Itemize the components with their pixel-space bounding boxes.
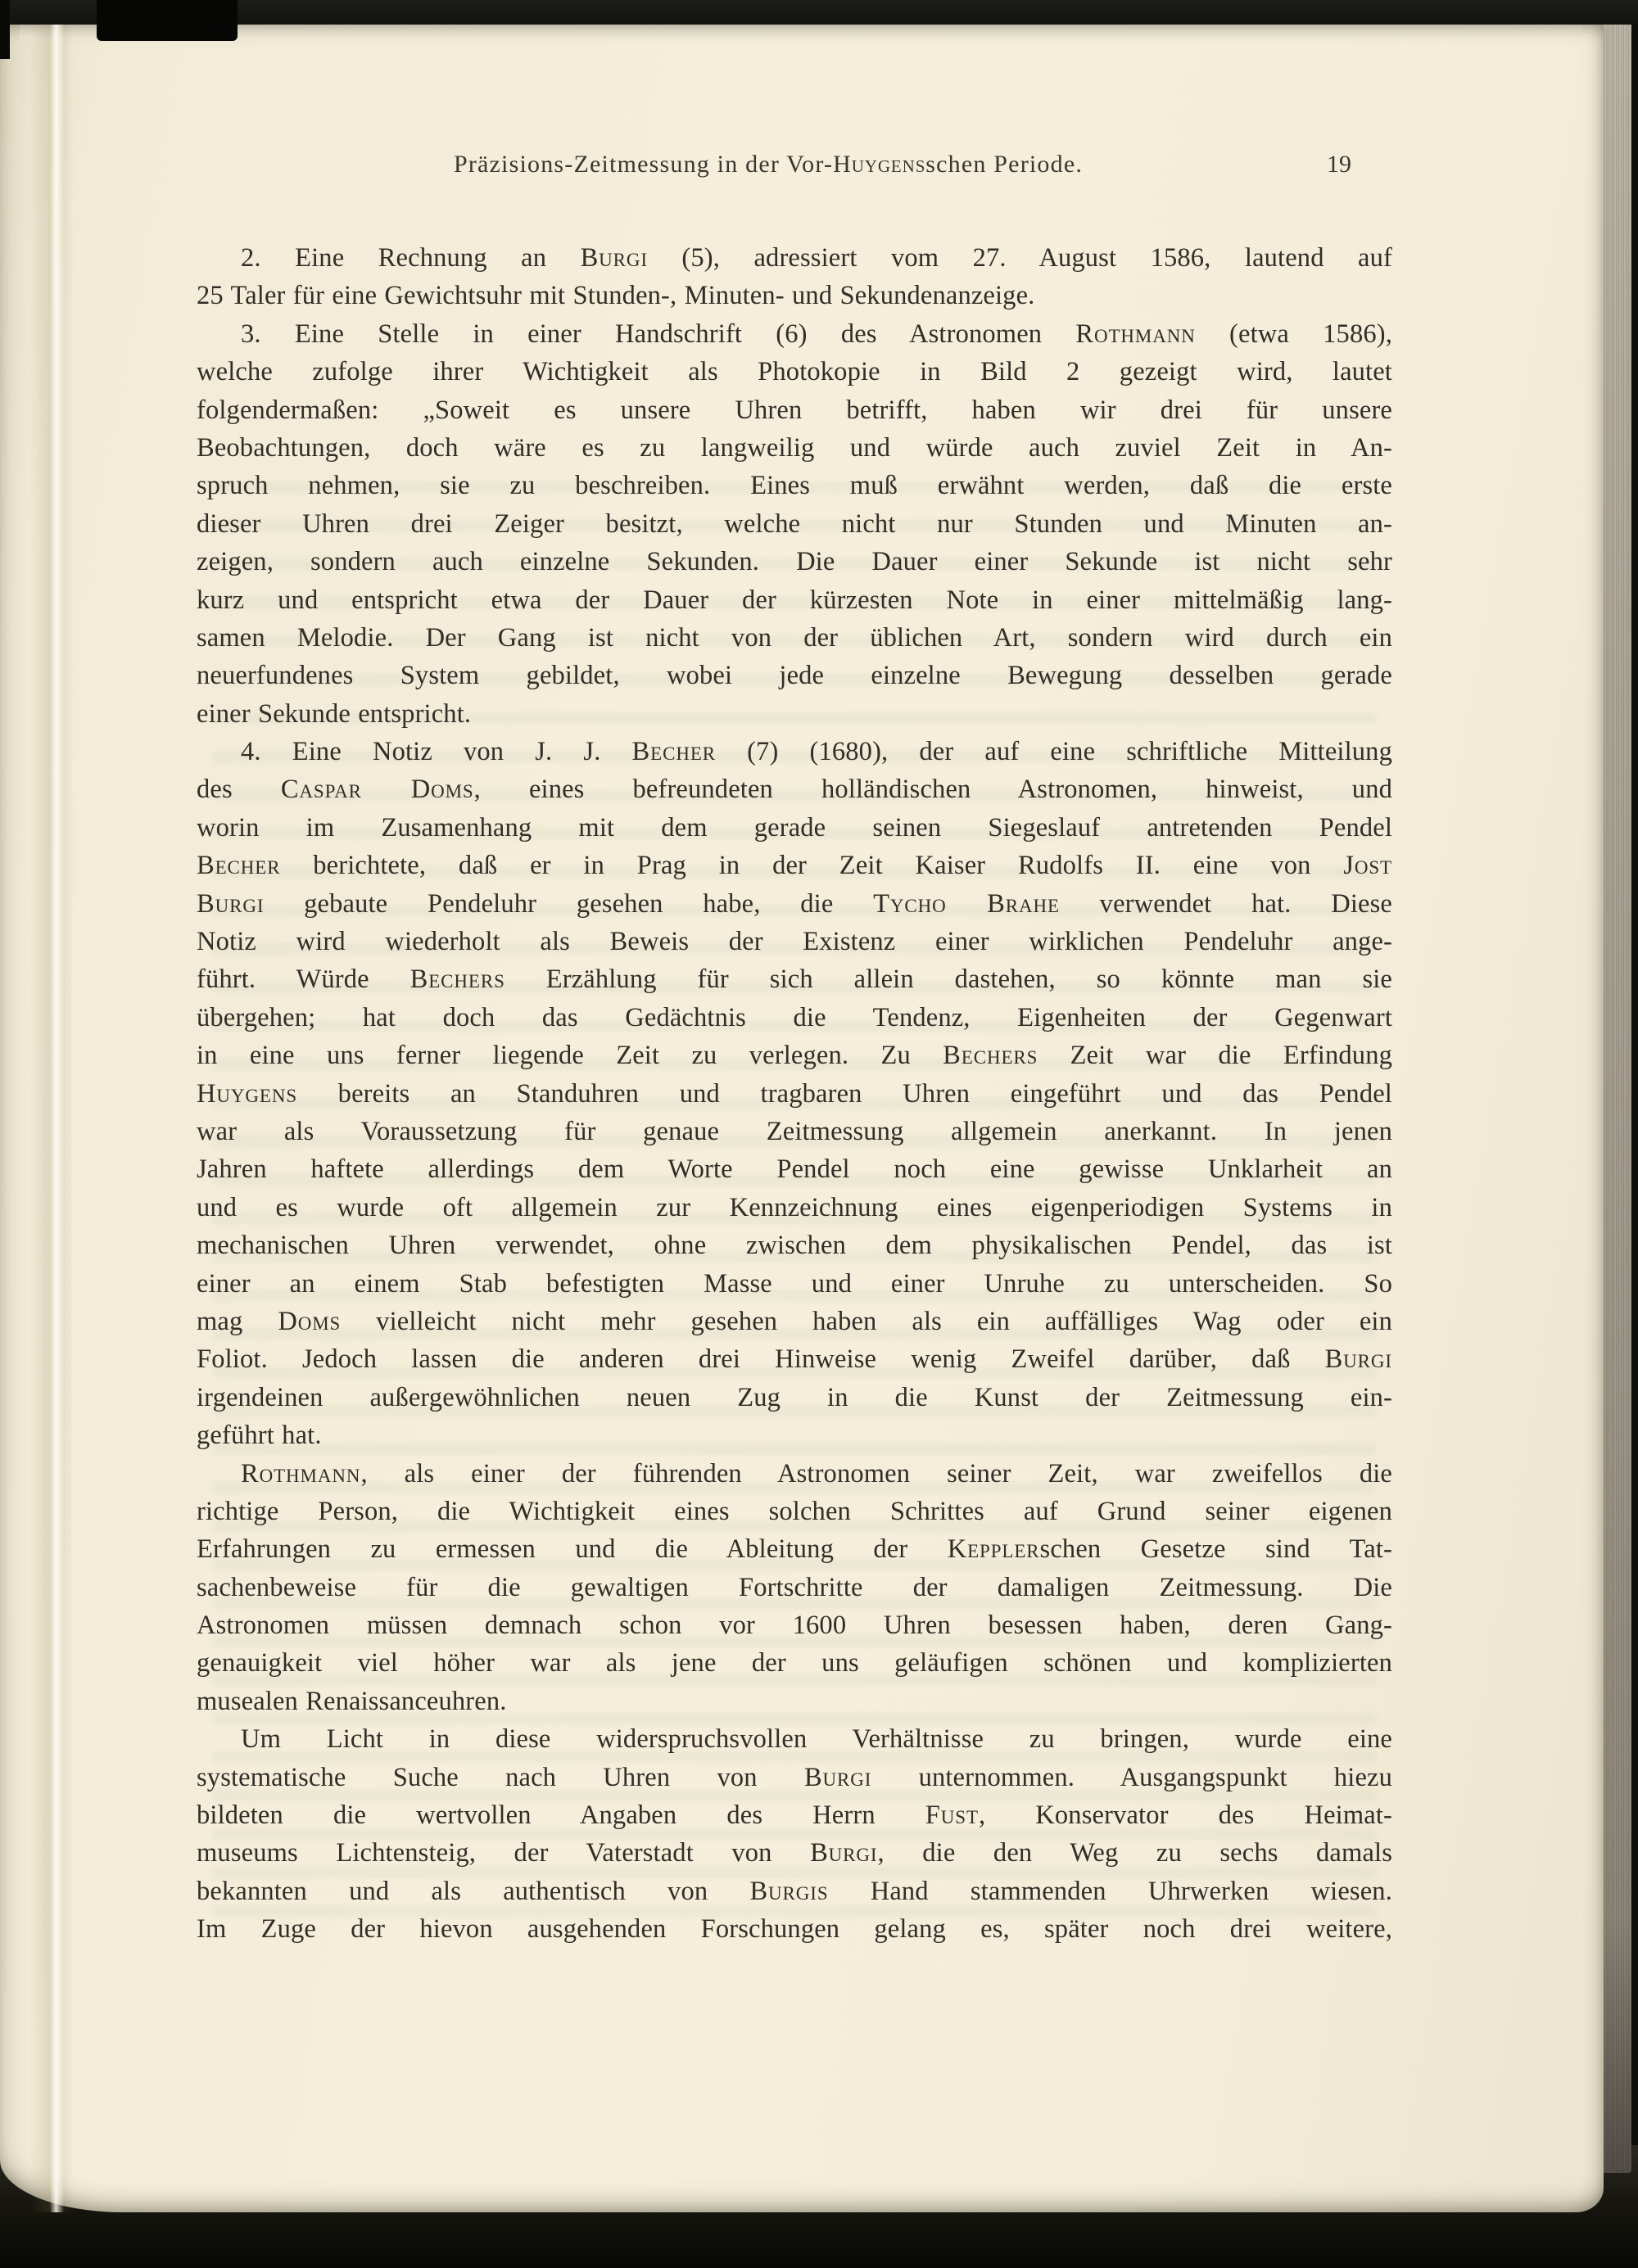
text-line: Beobachtungen, doch wäre es zu langweilig und würde auch zuviel Zeit in An- (197, 432, 1392, 463)
text-line: geführt hat. (197, 1421, 322, 1451)
small-caps-term: Jost (1343, 851, 1392, 881)
small-caps-term: Huygens (833, 151, 926, 178)
scanner-background-left (0, 0, 10, 59)
small-caps-term: Burgi (580, 243, 648, 273)
text-line: Im Zuge der hievon ausgehenden Forschungen gelang es, später noch drei weitere, (197, 1914, 1392, 1945)
text-line: Astronomen müssen demnach schon vor 1600 Uhren besessen haben, deren Gang- (197, 1611, 1392, 1641)
text-line: 25 Taler für eine Gewichtsuhr mit Stunden-, Minuten- und Sekundenanzeige. (197, 281, 1035, 311)
text-line: Um Licht in diese widerspruchsvollen Verhältnisse zu bringen, wurde eine (241, 1724, 1392, 1755)
page-crease (29, 23, 74, 2212)
text-line: bildeten die wertvollen Angaben des Herrn Fust, Konservator des Heimat- (197, 1800, 1392, 1831)
text-line: war als Voraussetzung für genaue Zeitmessung allgemein anerkannt. In jenen (197, 1116, 1392, 1146)
text-line: neuerfundenes System gebildet, wobei jede einzelne Bewegung desselben gerade (197, 661, 1392, 691)
text-line: musealen Renaissanceuhren. (197, 1686, 507, 1716)
small-caps-term: Caspar Doms (280, 775, 474, 805)
text-line: irgendeinen außergewöhnlichen neuen Zug in die Kunst der Zeitmessung ein- (197, 1382, 1392, 1412)
small-caps-term: Tycho Brahe (873, 888, 1060, 919)
text-line: Becher berichtete, daß er in Prag in der Zeit Kaiser Rudolfs II. eine von Jost (197, 851, 1392, 881)
text-line: spruch nehmen, sie zu beschreiben. Eines muß erwähnt werden, daß die erste (197, 471, 1392, 501)
text-line: des Caspar Doms, eines befreundeten holländischen Astronomen, hinweist, und (197, 775, 1392, 805)
small-caps-term: Bechers (410, 965, 505, 995)
text-line: 2. Eine Rechnung an Burgi (5), adressiert vom 27. August 1586, lautend auf (241, 243, 1392, 273)
text-line: in eine uns ferner liegende Zeit zu verlegen. Zu Bechers Zeit war die Erfindung (197, 1041, 1392, 1071)
text-line: welche zufolge ihrer Wichtigkeit als Photokopie in Bild 2 gezeigt wird, lautet (197, 357, 1392, 387)
small-caps-term: Burgi (197, 888, 265, 919)
page-body-text (197, 239, 1392, 1949)
text-line: bekannten und als authentisch von Burgis Hand stammenden Uhrwerken wiesen. (197, 1876, 1392, 1906)
running-header (197, 151, 1392, 178)
small-caps-term: Fust (925, 1800, 979, 1831)
small-caps-term: Rothmann (241, 1458, 361, 1489)
small-caps-term: Rothmann (1075, 319, 1196, 349)
text-line: zeigen, sondern auch einzelne Sekunden. Die Dauer einer Sekunde ist nicht sehr (197, 547, 1392, 577)
text-line: dieser Uhren drei Zeiger besitzt, welche nicht nur Stunden und Minuten an- (197, 508, 1392, 539)
binding-notch-shadow (97, 0, 238, 41)
printed-area (197, 23, 1392, 2212)
text-line: worin im Zusamenhang mit dem gerade seinen Siegeslauf antretenden Pendel (197, 812, 1392, 843)
text-line: Rothmann, als einer der führenden Astronomen seiner Zeit, war zweifellos die (241, 1458, 1392, 1489)
text-line: museums Lichtensteig, der Vaterstadt von Burgi, die den Weg zu sechs damals (197, 1838, 1392, 1868)
text-line: mechanischen Uhren verwendet, ohne zwischen dem physikalischen Pendel, das ist (197, 1231, 1392, 1261)
text-line: 4. Eine Notiz von J. J. Becher (7) (1680), der auf eine schriftliche Mitteilung (241, 737, 1392, 767)
text-line: genauigkeit viel höher war als jene der uns geläufigen schönen und komplizierten (197, 1648, 1392, 1678)
book-page (0, 23, 1604, 2212)
text-line: samen Melodie. Der Gang ist nicht von der üblichen Art, sondern wird durch ein (197, 622, 1392, 653)
page-number: 19 (1327, 151, 1351, 178)
text-line: übergehen; hat doch das Gedächtnis die Tendenz, Eigenheiten der Gegenwart (197, 1002, 1392, 1032)
small-caps-term: Burgi (1324, 1344, 1392, 1375)
text-line: richtige Person, die Wichtigkeit eines solchen Schrittes auf Grund seiner eigenen (197, 1496, 1392, 1526)
text-line: einer Sekunde entspricht. (197, 698, 472, 729)
text-line: Notiz wird wiederholt als Beweis der Existenz einer wirklichen Pendeluhr ange- (197, 927, 1392, 957)
small-caps-term: Becher (197, 851, 281, 881)
small-caps-term: Becher (631, 737, 717, 767)
text-line: und es wurde oft allgemein zur Kennzeichnung eines eigenperiodigen Systems in (197, 1192, 1392, 1222)
text-line: führt. Würde Bechers Erzählung für sich allein dastehen, so könnte man sie (197, 965, 1393, 995)
text-line: 3. Eine Stelle in einer Handschrift (6) des Astronomen Rothmann (etwa 1586), (241, 319, 1392, 349)
text-line: Burgi gebaute Pendeluhr gesehen habe, die Tycho Brahe verwendet hat. Diese (197, 888, 1393, 919)
small-caps-term: Burgi (803, 1762, 872, 1792)
small-caps-term: Keppler (947, 1534, 1040, 1565)
text-line: systematische Suche nach Uhren von Burgi unternommen. Ausgangspunkt hiezu (197, 1762, 1392, 1792)
text-line: kurz und entspricht etwa der Dauer der kürzesten Note in einer mittelmäßig lang- (197, 585, 1392, 615)
small-caps-term: Doms (278, 1306, 342, 1336)
small-caps-term: Burgis (749, 1876, 829, 1906)
scanner-background-top (0, 0, 1638, 25)
small-caps-term: Huygens (197, 1078, 298, 1109)
text-line: mag Doms vielleicht nicht mehr gesehen haben als ein auffälliges Wag oder ein (197, 1306, 1392, 1336)
small-caps-term: Burgi (810, 1838, 878, 1868)
text-line: folgendermaßen: „Soweit es unsere Uhren betrifft, haben wir drei für unsere (197, 395, 1392, 425)
text-line: einer an einem Stab befestigten Masse und einer Unruhe zu unterscheiden. So (197, 1268, 1392, 1299)
text-line: Huygens bereits an Standuhren und tragbaren Uhren eingeführt und das Pendel (197, 1078, 1392, 1109)
text-line: sachenbeweise für die gewaltigen Fortschritte der damaligen Zeitmessung. Die (197, 1572, 1392, 1602)
text-line: Erfahrungen zu ermessen und die Ableitung der Kepplerschen Gesetze sind Tat- (197, 1534, 1392, 1565)
running-header-title: Präzisions-Zeitmessung in der Vor-Huygensschen Periode. (453, 151, 1084, 178)
text-line: Foliot. Jedoch lassen die anderen drei Hinweise wenig Zweifel darüber, daß Burgi (197, 1344, 1392, 1375)
small-caps-term: Bechers (943, 1041, 1038, 1071)
text-line: Jahren haftete allerdings dem Worte Pendel noch eine gewisse Unklarheit an (197, 1154, 1392, 1185)
